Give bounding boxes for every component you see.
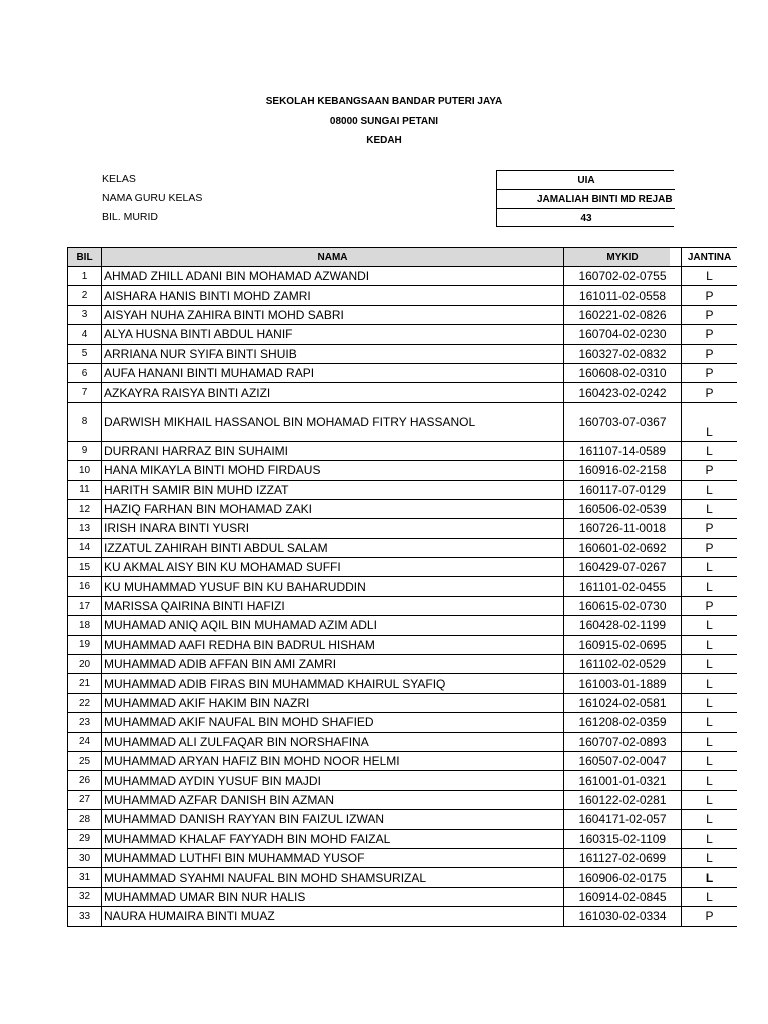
mykid-cell: 161024-02-0581 xyxy=(563,694,681,713)
table-row xyxy=(67,325,714,344)
jantina-cell: L xyxy=(681,771,737,790)
jantina-cell: L xyxy=(681,849,737,868)
nama-cell: MUHAMMAD UMAR BIN NUR HALIS xyxy=(101,888,563,907)
jantina-cell: L xyxy=(681,810,737,829)
table-row xyxy=(67,500,713,519)
kelas-value: UIA xyxy=(577,175,595,186)
bil-cell: 12 xyxy=(67,500,101,519)
jantina-cell: L xyxy=(681,558,737,577)
nama-cell: MUHAMMAD KHALAF FAYYADH BIN MOHD FAIZAL xyxy=(101,830,563,849)
nama-cell: MUHAMMAD AKIF NAUFAL BIN MOHD SHAFIED xyxy=(101,713,563,732)
bil-cell: 3 xyxy=(67,306,101,325)
table-row xyxy=(67,383,714,402)
bil-cell: 16 xyxy=(67,577,101,596)
table-row xyxy=(67,655,713,674)
header-jantina: JANTINA xyxy=(681,247,737,267)
murid-label: BIL. MURID xyxy=(102,211,159,223)
table-row xyxy=(67,636,713,655)
bil-cell: 32 xyxy=(67,888,101,907)
nama-cell: AISHARA HANIS BINTI MOHD ZAMRI xyxy=(101,286,563,305)
bil-cell: 22 xyxy=(67,694,101,713)
mykid-cell: 160428-02-1199 xyxy=(563,616,681,635)
bil-cell: 8 xyxy=(67,403,101,442)
mykid-cell: 160914-02-0845 xyxy=(563,888,681,907)
nama-cell: DARWISH MIKHAIL HASSANOL BIN MOHAMAD FITRY HASSANOL xyxy=(101,403,563,442)
mykid-cell: 160601-02-0692 xyxy=(563,539,681,558)
nama-cell: MUHAMMAD DANISH RAYYAN BIN FAIZUL IZWAN xyxy=(101,810,563,829)
table-row xyxy=(67,810,713,829)
table-row xyxy=(67,907,714,926)
nama-cell: MUHAMMAD ADIB FIRAS BIN MUHAMMAD KHAIRUL SYAFIQ xyxy=(101,674,563,693)
jantina-cell: P xyxy=(681,519,737,538)
mykid-cell: 160915-02-0695 xyxy=(563,636,681,655)
jantina-cell: P xyxy=(681,345,737,364)
table-row xyxy=(67,674,713,693)
mykid-cell: 160702-02-0755 xyxy=(563,267,681,286)
bil-cell: 21 xyxy=(67,674,101,693)
bil-cell: 5 xyxy=(67,345,101,364)
table-row xyxy=(67,868,714,887)
table-row xyxy=(67,694,713,713)
table-row xyxy=(67,345,714,364)
table-row xyxy=(67,481,713,500)
jantina-cell: L xyxy=(681,694,737,713)
bil-cell: 13 xyxy=(67,519,101,538)
jantina-cell: L xyxy=(681,791,737,810)
nama-cell: ARRIANA NUR SYIFA BINTI SHUIB xyxy=(101,345,563,364)
mykid-cell: 160707-02-0893 xyxy=(563,733,681,752)
jantina-cell: P xyxy=(681,461,737,480)
mykid-cell: 160726-11-0018 xyxy=(563,519,681,538)
bil-cell: 29 xyxy=(67,830,101,849)
table-row xyxy=(67,791,713,810)
table-row xyxy=(67,830,713,849)
nama-cell: MUHAMAD ANIQ AQIL BIN MUHAMAD AZIM ADLI xyxy=(101,616,563,635)
mykid-cell: 160608-02-0310 xyxy=(563,364,681,383)
jantina-cell: L xyxy=(681,830,737,849)
nama-cell: ALYA HUSNA BINTI ABDUL HANIF xyxy=(101,325,563,344)
table-row xyxy=(67,306,714,325)
mykid-cell: 160315-02-1109 xyxy=(563,830,681,849)
table-row xyxy=(67,888,713,907)
school-address: 08000 SUNGAI PETANI xyxy=(329,116,439,127)
jantina-cell: P xyxy=(681,383,737,402)
table-row xyxy=(67,461,714,480)
jantina-cell: L xyxy=(681,403,737,442)
mykid-cell: 160703-07-0367 xyxy=(563,403,681,442)
bil-cell: 9 xyxy=(67,442,101,461)
table-body xyxy=(67,267,714,927)
bil-cell: 23 xyxy=(67,713,101,732)
mykid-cell: 161102-02-0529 xyxy=(563,655,681,674)
table-row xyxy=(67,267,713,286)
bil-cell: 20 xyxy=(67,655,101,674)
mykid-cell: 160327-02-0832 xyxy=(563,345,681,364)
table-row xyxy=(67,771,713,790)
table-row xyxy=(67,733,713,752)
mykid-cell: 160122-02-0281 xyxy=(563,791,681,810)
mykid-cell: 161208-02-0359 xyxy=(563,713,681,732)
jantina-cell: L xyxy=(681,655,737,674)
nama-cell: AHMAD ZHILL ADANI BIN MOHAMAD AZWANDI xyxy=(101,267,563,286)
nama-cell: MUHAMMAD ADIB AFFAN BIN AMI ZAMRI xyxy=(101,655,563,674)
jantina-cell: L xyxy=(681,616,737,635)
nama-cell: MUHAMMAD AYDIN YUSUF BIN MAJDI xyxy=(101,771,563,790)
mykid-cell: 161107-14-0589 xyxy=(563,442,681,461)
jantina-cell: P xyxy=(681,597,737,616)
table-row xyxy=(67,616,713,635)
jantina-cell: L xyxy=(681,481,737,500)
header-nama: NAMA xyxy=(101,247,563,267)
jantina-cell: L xyxy=(681,713,737,732)
nama-cell: AISYAH NUHA ZAHIRA BINTI MOHD SABRI xyxy=(101,306,563,325)
mykid-cell: 160429-07-0267 xyxy=(563,558,681,577)
jantina-cell: P xyxy=(681,539,737,558)
guru-label: NAMA GURU KELAS xyxy=(102,192,203,204)
mykid-cell: 161011-02-0558 xyxy=(563,286,681,305)
jantina-cell: L xyxy=(681,577,737,596)
nama-cell: HANA MIKAYLA BINTI MOHD FIRDAUS xyxy=(101,461,563,480)
mykid-cell: 160117-07-0129 xyxy=(563,481,681,500)
mykid-cell: 160221-02-0826 xyxy=(563,306,681,325)
jantina-cell: L xyxy=(681,442,737,461)
nama-cell: MUHAMMAD AAFI REDHA BIN BADRUL HISHAM xyxy=(101,636,563,655)
mykid-cell: 160507-02-0047 xyxy=(563,752,681,771)
nama-cell: MUHAMMAD LUTHFI BIN MUHAMMAD YUSOF xyxy=(101,849,563,868)
class-info-box xyxy=(496,170,674,227)
bil-cell: 27 xyxy=(67,791,101,810)
jantina-cell: L xyxy=(681,733,737,752)
mykid-cell: 161127-02-0699 xyxy=(563,849,681,868)
nama-cell: KU MUHAMMAD YUSUF BIN KU BAHARUDDIN xyxy=(101,577,563,596)
jantina-cell: P xyxy=(681,325,737,344)
table-row xyxy=(67,752,713,771)
jantina-cell: L xyxy=(681,888,737,907)
mykid-cell: 160506-02-0539 xyxy=(563,500,681,519)
bil-cell: 30 xyxy=(67,849,101,868)
bil-cell: 2 xyxy=(67,286,101,305)
kelas-label: KELAS xyxy=(102,173,136,185)
nama-cell: IRISH INARA BINTI YUSRI xyxy=(101,519,563,538)
table-row xyxy=(67,558,713,577)
nama-cell: NAURA HUMAIRA BINTI MUAZ xyxy=(101,907,563,926)
jantina-cell: L xyxy=(681,636,737,655)
jantina-cell: L xyxy=(681,674,737,693)
jantina-cell: L xyxy=(681,868,737,887)
mykid-cell: 161001-01-0321 xyxy=(563,771,681,790)
mykid-cell: 160615-02-0730 xyxy=(563,597,681,616)
table-row xyxy=(67,286,714,305)
nama-cell: MARISSA QAIRINA BINTI HAFIZI xyxy=(101,597,563,616)
bil-cell: 24 xyxy=(67,733,101,752)
table-row xyxy=(67,597,714,616)
guru-value: JAMALIAH BINTI MD REJAB xyxy=(497,189,675,208)
table-row xyxy=(67,849,713,868)
jantina-cell: L xyxy=(681,752,737,771)
bil-cell: 10 xyxy=(67,461,101,480)
mykid-cell: 160906-02-0175 xyxy=(563,868,681,887)
header-bil: BIL xyxy=(67,247,101,267)
mykid-cell: 1604171-02-057 xyxy=(563,810,681,829)
mykid-cell: 161101-02-0455 xyxy=(563,577,681,596)
bil-cell: 6 xyxy=(67,364,101,383)
table-row xyxy=(67,539,714,558)
mykid-cell: 160423-02-0242 xyxy=(563,383,681,402)
jantina-cell: P xyxy=(681,907,737,926)
mykid-cell: 160704-02-0230 xyxy=(563,325,681,344)
nama-cell: DURRANI HARRAZ BIN SUHAIMI xyxy=(101,442,563,461)
table-header-row xyxy=(67,247,732,267)
jantina-cell: L xyxy=(681,267,737,286)
table-row xyxy=(67,403,713,442)
table-row xyxy=(67,577,713,596)
jantina-cell: L xyxy=(681,500,737,519)
nama-cell: IZZATUL ZAHIRAH BINTI ABDUL SALAM xyxy=(101,539,563,558)
jantina-cell: P xyxy=(681,306,737,325)
murid-value: 43 xyxy=(497,208,675,227)
nama-cell: MUHAMMAD AZFAR DANISH BIN AZMAN xyxy=(101,791,563,810)
jantina-cell: P xyxy=(681,364,737,383)
nama-cell: AZKAYRA RAISYA BINTI AZIZI xyxy=(101,383,563,402)
bil-cell: 31 xyxy=(67,868,101,887)
nama-cell: MUHAMMAD ARYAN HAFIZ BIN MOHD NOOR HELMI xyxy=(101,752,563,771)
nama-cell: MUHAMMAD AKIF HAKIM BIN NAZRI xyxy=(101,694,563,713)
student-table xyxy=(67,247,732,927)
mykid-cell: 161030-02-0334 xyxy=(563,907,681,926)
bil-cell: 19 xyxy=(67,636,101,655)
table-row xyxy=(67,519,714,538)
nama-cell: KU AKMAL AISY BIN KU MOHAMAD SUFFI xyxy=(101,558,563,577)
bil-cell: 26 xyxy=(67,771,101,790)
nama-cell: MUHAMMAD ALI ZULFAQAR BIN NORSHAFINA xyxy=(101,733,563,752)
bil-cell: 7 xyxy=(67,383,101,402)
bil-cell: 11 xyxy=(67,481,101,500)
nama-cell: AUFA HANANI BINTI MUHAMAD RAPI xyxy=(101,364,563,383)
table-row xyxy=(67,364,714,383)
nama-cell: MUHAMMAD SYAHMI NAUFAL BIN MOHD SHAMSURIZAL xyxy=(101,868,563,887)
bil-cell: 33 xyxy=(67,907,101,926)
bil-cell: 25 xyxy=(67,752,101,771)
nama-cell: HAZIQ FARHAN BIN MOHAMAD ZAKI xyxy=(101,500,563,519)
table-row xyxy=(67,442,713,461)
header-mykid: MYKID xyxy=(563,247,681,267)
mykid-cell: 160916-02-2158 xyxy=(563,461,681,480)
school-name: SEKOLAH KEBANGSAAN BANDAR PUTERI JAYA xyxy=(265,96,503,107)
bil-cell: 18 xyxy=(67,616,101,635)
bil-cell: 17 xyxy=(67,597,101,616)
table-row xyxy=(67,713,713,732)
school-state: KEDAH xyxy=(366,135,402,146)
bil-cell: 15 xyxy=(67,558,101,577)
bil-cell: 14 xyxy=(67,539,101,558)
nama-cell: HARITH SAMIR BIN MUHD IZZAT xyxy=(101,481,563,500)
jantina-cell: P xyxy=(681,286,737,305)
bil-cell: 1 xyxy=(67,267,101,286)
bil-cell: 28 xyxy=(67,810,101,829)
bil-cell: 4 xyxy=(67,325,101,344)
mykid-cell: 161003-01-1889 xyxy=(563,674,681,693)
